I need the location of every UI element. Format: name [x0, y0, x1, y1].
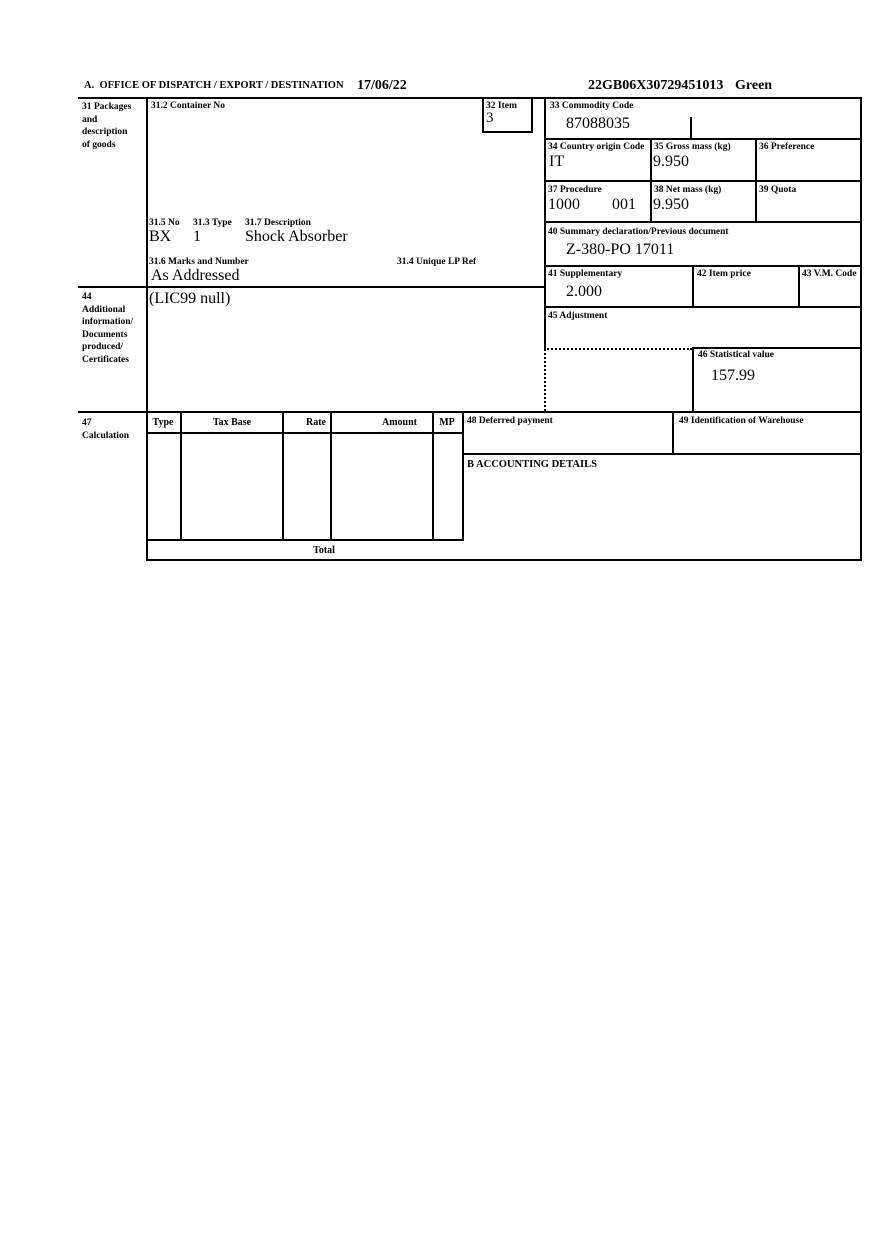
dispatch-date: 17/06/22: [357, 78, 407, 93]
box41-supplementary-value: 2.000: [566, 283, 602, 300]
calc-col-amount-header: Amount: [381, 417, 417, 428]
box46-statistical-value: 157.99: [711, 367, 755, 384]
box40-summary-declaration-label: 40 Summary declaration/Previous document: [548, 227, 729, 237]
box37-procedure-label: 37 Procedure: [548, 185, 602, 195]
box46-left-border: [692, 347, 694, 413]
box40-bottom-border: [544, 265, 862, 267]
box33-bottom-border: [544, 138, 862, 140]
center-divider: [544, 97, 546, 349]
dotted-horizontal-line: [544, 348, 692, 350]
table-bottom-border: [146, 539, 464, 541]
box38-net-mass-label: 38 Net mass (kg): [654, 185, 722, 195]
form-right-border: [860, 97, 862, 561]
form-top-border: [78, 97, 862, 99]
box35-36-divider: [755, 138, 757, 223]
box31-7-description-label: 31.7 Description: [245, 218, 311, 228]
box39-quota-label: 39 Quota: [759, 185, 797, 195]
box42-item-price-label: 42 Item price: [697, 269, 751, 279]
box46-statistical-value-label: 46 Statistical value: [698, 350, 774, 360]
box31-7-description-value: Shock Absorber: [245, 228, 348, 245]
box32-left-border: [482, 97, 484, 133]
dotted-vertical-line: [544, 349, 546, 411]
box31-3-type-value: 1: [193, 228, 201, 245]
box31-6-marks-label: 31.6 Marks and Number: [149, 257, 249, 267]
box44-additional-info-value: (LIC99 null): [149, 290, 231, 307]
label-column-divider: [146, 97, 148, 561]
box41-42-divider: [692, 265, 694, 308]
table-col-divider-1: [180, 411, 182, 541]
mrn-number: 22GB06X30729451013: [588, 78, 724, 93]
calc-total-label: Total: [313, 545, 335, 556]
box31-5-no-value: BX: [149, 228, 172, 245]
box34-country-origin-label: 34 Country origin Code: [548, 142, 645, 152]
box49-warehouse-label: 49 Identification of Warehouse: [679, 416, 804, 426]
box31-6-marks-value: As Addressed: [151, 267, 240, 284]
routing-status: Green: [735, 78, 773, 93]
box33-commodity-value: 87088035: [566, 115, 630, 132]
table-col-divider-3: [330, 411, 332, 541]
box38-net-mass-value: 9.950: [653, 196, 689, 213]
office-of-dispatch-heading: A. OFFICE OF DISPATCH / EXPORT / DESTINATION: [84, 80, 344, 91]
calc-col-mp-header: MP: [439, 417, 455, 428]
box35-gross-mass-label: 35 Gross mass (kg): [654, 142, 731, 152]
box47-label: 47 Calculation: [82, 418, 129, 441]
commodity-code-divider: [690, 117, 692, 138]
box33-commodity-label: 33 Commodity Code: [550, 101, 634, 111]
table-col-divider-2: [282, 411, 284, 541]
accounting-details-label: B ACCOUNTING DETAILS: [467, 459, 597, 470]
table-header-bottom-border: [146, 432, 464, 434]
calc-col-tax-base-header: Tax Base: [212, 417, 252, 428]
box40-summary-declaration-value: Z-380-PO 17011: [566, 241, 675, 258]
box48-49-divider: [672, 411, 674, 455]
box32-item-label: 32 Item: [486, 101, 517, 111]
box37-procedure-value1: 1000: [548, 196, 580, 213]
box32-item-value: 3: [486, 110, 494, 126]
box36-preference-label: 36 Preference: [759, 142, 815, 152]
box48-deferred-payment-label: 48 Deferred payment: [467, 416, 553, 426]
table-col-divider-4: [432, 411, 434, 541]
box43-vm-code-label: 43 V.M. Code: [802, 269, 857, 279]
box41-row-bottom-border: [544, 306, 862, 308]
box47-row-top-border: [78, 411, 862, 413]
box34-35-divider: [650, 138, 652, 223]
box31-2-container-label: 31.2 Container No: [151, 101, 225, 111]
box41-supplementary-label: 41 Supplementary: [548, 269, 623, 279]
box35-gross-mass-value: 9.950: [653, 153, 689, 170]
box37-row-bottom-border: [544, 221, 862, 223]
box48-row-bottom-border: [462, 453, 862, 455]
box45-adjustment-label: 45 Adjustment: [548, 311, 608, 321]
box31-3-type-label: 31.3 Type: [193, 218, 232, 228]
box32-bottom-border: [482, 131, 533, 133]
box32-right-border: [531, 97, 533, 133]
box44-label: 44 Additional information/ Documents produced/ Certificates: [82, 292, 134, 365]
calc-col-rate-header: Rate: [306, 417, 326, 428]
table-right-border: [462, 411, 464, 541]
box31-5-no-label: 31.5 No: [149, 218, 180, 228]
box44-top-border: [78, 286, 546, 288]
box31-4-unique-lp-ref-label: 31.4 Unique LP Ref: [397, 257, 477, 267]
box42-43-divider: [798, 265, 800, 308]
box46-top-border: [692, 347, 862, 349]
box34-country-origin-value: IT: [549, 153, 565, 170]
box37-procedure-value2: 001: [612, 196, 636, 213]
form-bottom-border: [146, 559, 862, 561]
box34-row-bottom-border: [544, 180, 862, 182]
box31-label: 31 Packages and description of goods: [82, 102, 132, 150]
calc-col-type-header: Type: [152, 417, 174, 428]
